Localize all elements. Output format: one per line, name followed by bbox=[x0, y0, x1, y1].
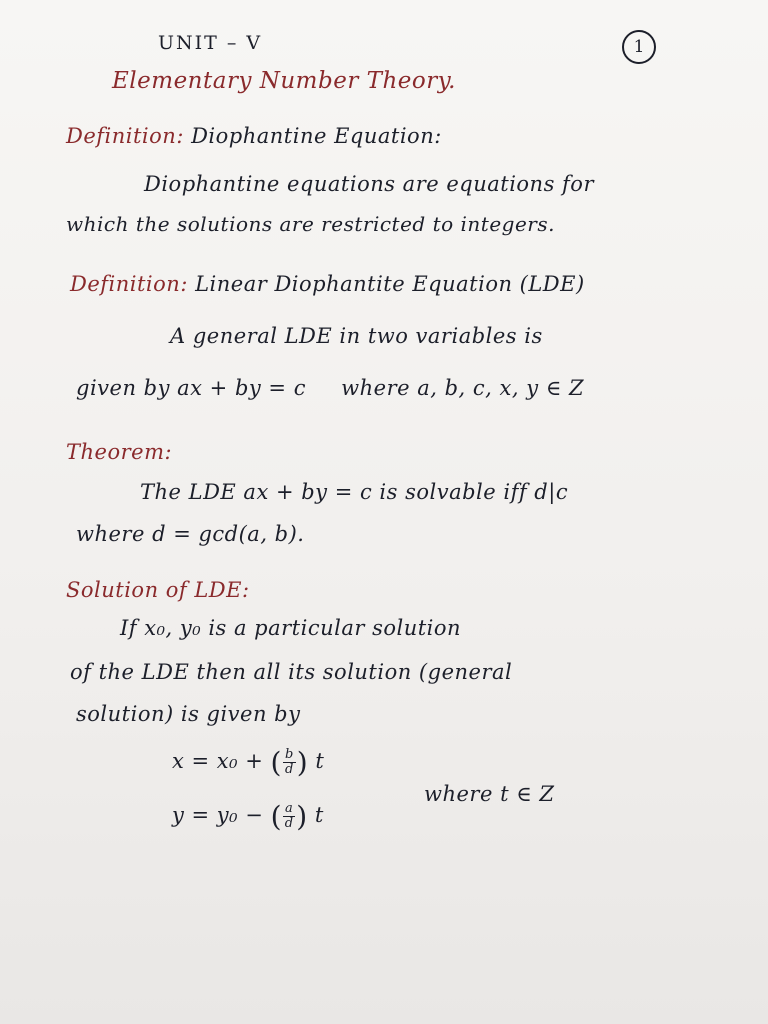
theorem-line-1: The LDE ax + by = c is solvable iff d|c bbox=[140, 480, 569, 504]
parameter-domain: where t ∈ Z bbox=[424, 782, 555, 806]
lde-form: given by ax + by = c bbox=[76, 376, 306, 400]
equation-x: x = x₀ + ( $\frac{b}{d}$ ) t bbox=[172, 746, 325, 779]
solution-line-2: of the LDE then all its solution (general bbox=[70, 660, 513, 684]
definition-2-term: Linear Diophantite Equation (LDE) bbox=[195, 272, 585, 296]
definition-1-term: Diophantine Equation: bbox=[191, 124, 442, 148]
definition-1-heading: Definition: bbox=[66, 124, 184, 148]
equation-x-lhs: x = x₀ + bbox=[172, 749, 264, 773]
definition-2-line-1: A general LDE in two variables is bbox=[170, 324, 543, 348]
solution-heading: Solution of LDE: bbox=[66, 578, 250, 602]
definition-2-line-2 bbox=[76, 376, 584, 400]
unit-label: UNIT – V bbox=[158, 32, 263, 54]
solution-line-3: solution) is given by bbox=[76, 702, 301, 726]
theorem-line-2: where d = gcd(a, b). bbox=[76, 522, 305, 546]
equation-x-t: t bbox=[315, 749, 325, 773]
page-title: Elementary Number Theory. bbox=[112, 68, 456, 94]
definition-1-line-2: which the solutions are restricted to integers. bbox=[66, 212, 555, 236]
definition-1 bbox=[66, 124, 442, 148]
definition-2 bbox=[70, 272, 585, 296]
definition-1-line-1: Diophantine equations are equations for bbox=[144, 172, 594, 196]
equation-y-lhs: y = y₀ − bbox=[172, 803, 264, 827]
equation-y-t: t bbox=[314, 803, 324, 827]
solution-line-1: If x₀, y₀ is a particular solution bbox=[120, 616, 462, 640]
page-number: 1 bbox=[622, 30, 656, 64]
fraction-a-over-d: $\frac{a}{d}$ bbox=[284, 801, 294, 831]
equation-y: y = y₀ − ( $\frac{a}{d}$ ) t bbox=[172, 800, 324, 833]
theorem-heading: Theorem: bbox=[66, 440, 173, 464]
lde-domain: where a, b, c, x, y ∈ Z bbox=[341, 376, 585, 400]
definition-2-heading: Definition: bbox=[70, 272, 188, 296]
fraction-b-over-d: $\frac{b}{d}$ bbox=[284, 747, 294, 777]
